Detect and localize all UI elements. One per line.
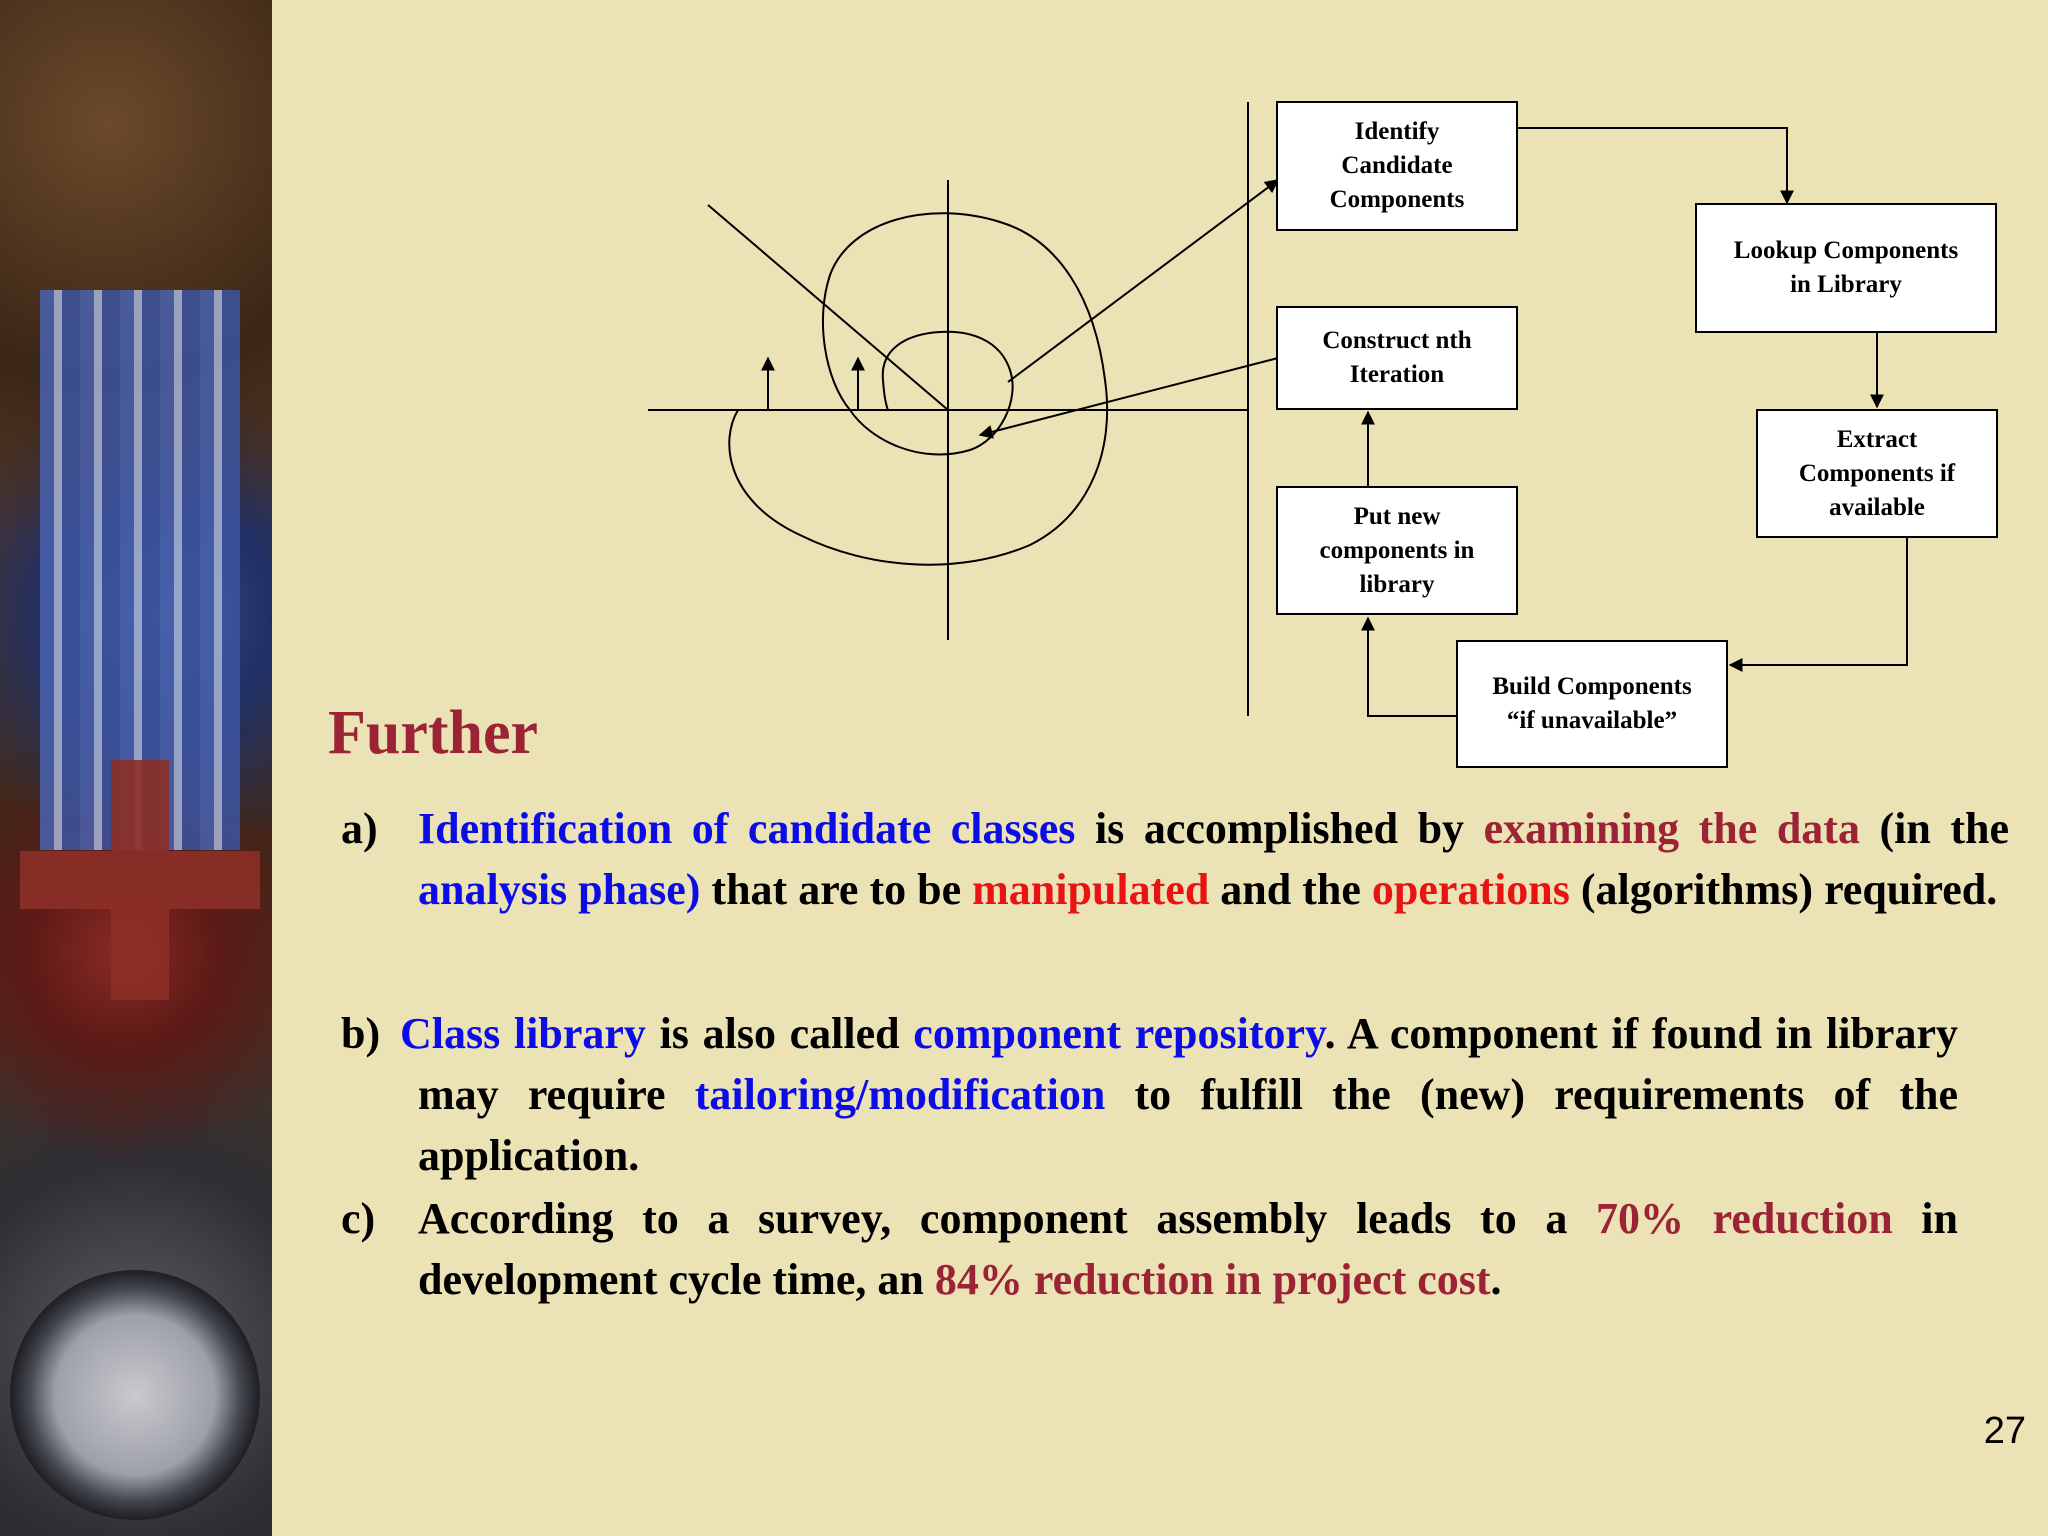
item-text (418, 798, 2009, 920)
box-line: Identify (1354, 118, 1440, 145)
item-text (341, 1003, 1958, 1186)
highlight-text: operations (1371, 865, 1570, 914)
extract-components-box (1756, 409, 1998, 538)
highlight-text: analysis phase) (418, 865, 701, 914)
body-text: is also called (645, 1009, 914, 1058)
lookup-components-box (1695, 203, 1997, 333)
body-text: is accomplished by (1075, 804, 1484, 853)
box-line: Components (1329, 186, 1465, 213)
box-line: Candidate (1341, 152, 1453, 179)
box-line: library (1359, 570, 1435, 598)
body-text: (algorithms) required. (1569, 865, 1998, 914)
box-line: Extract (1836, 425, 1918, 453)
box-line: Components if (1798, 459, 1956, 487)
item-label: a) (341, 804, 378, 853)
diagonal-line (708, 205, 948, 410)
body-text: According to a survey, component assembly leads to a (418, 1194, 1596, 1243)
body-text: that are to be (700, 865, 973, 914)
body-text: (in the (1859, 804, 2009, 853)
box-line: “if unavailable” (1506, 707, 1678, 734)
identify-candidate-components-box (1276, 101, 1518, 231)
box-line: in Library (1790, 271, 1902, 298)
highlight-text: examining the data (1483, 804, 1860, 853)
item-label: b) (341, 1009, 381, 1058)
box-line: Lookup Components (1733, 237, 1959, 264)
highlight-text: 84% reduction in project cost (934, 1255, 1491, 1304)
extract-to-build-arrow (1730, 538, 1907, 665)
spiral-to-identify-arrow (1008, 180, 1278, 382)
item-label: c) (341, 1194, 376, 1243)
box-line: Put new (1353, 502, 1441, 530)
box-line: Build Components (1492, 673, 1692, 700)
highlight-text: 70% reduction (1595, 1194, 1893, 1243)
build-to-putnew-arrow (1368, 618, 1458, 716)
item-text (418, 1188, 1958, 1310)
box-line: Iteration (1349, 361, 1445, 388)
highlight-text: component repository (913, 1009, 1325, 1058)
construct-iteration-box (1276, 306, 1518, 410)
put-new-components-box (1276, 486, 1518, 615)
build-components-box (1456, 640, 1728, 768)
highlight-text: tailoring/modification (694, 1070, 1106, 1119)
body-text: in development cycle time, an (418, 1194, 1958, 1304)
body-text: to fulfill the (new) requirements of the application. (418, 1070, 1958, 1180)
highlight-text: manipulated (972, 865, 1210, 914)
body-text: and the (1209, 865, 1372, 914)
page-number: 27 (1983, 1410, 2026, 1452)
box-line: available (1829, 493, 1925, 521)
body-text: . A component if found in library may require (418, 1009, 1958, 1119)
body-text: . (1490, 1255, 1502, 1304)
highlight-text: Class library (400, 1009, 646, 1058)
section-title: Further (328, 699, 539, 767)
spiral-curve (729, 213, 1107, 564)
highlight-text: Identification of candidate classes (418, 804, 1076, 853)
box-line: components in (1319, 536, 1475, 564)
box-line: Construct nth (1322, 327, 1472, 354)
identify-to-lookup-arrow (1518, 128, 1787, 203)
